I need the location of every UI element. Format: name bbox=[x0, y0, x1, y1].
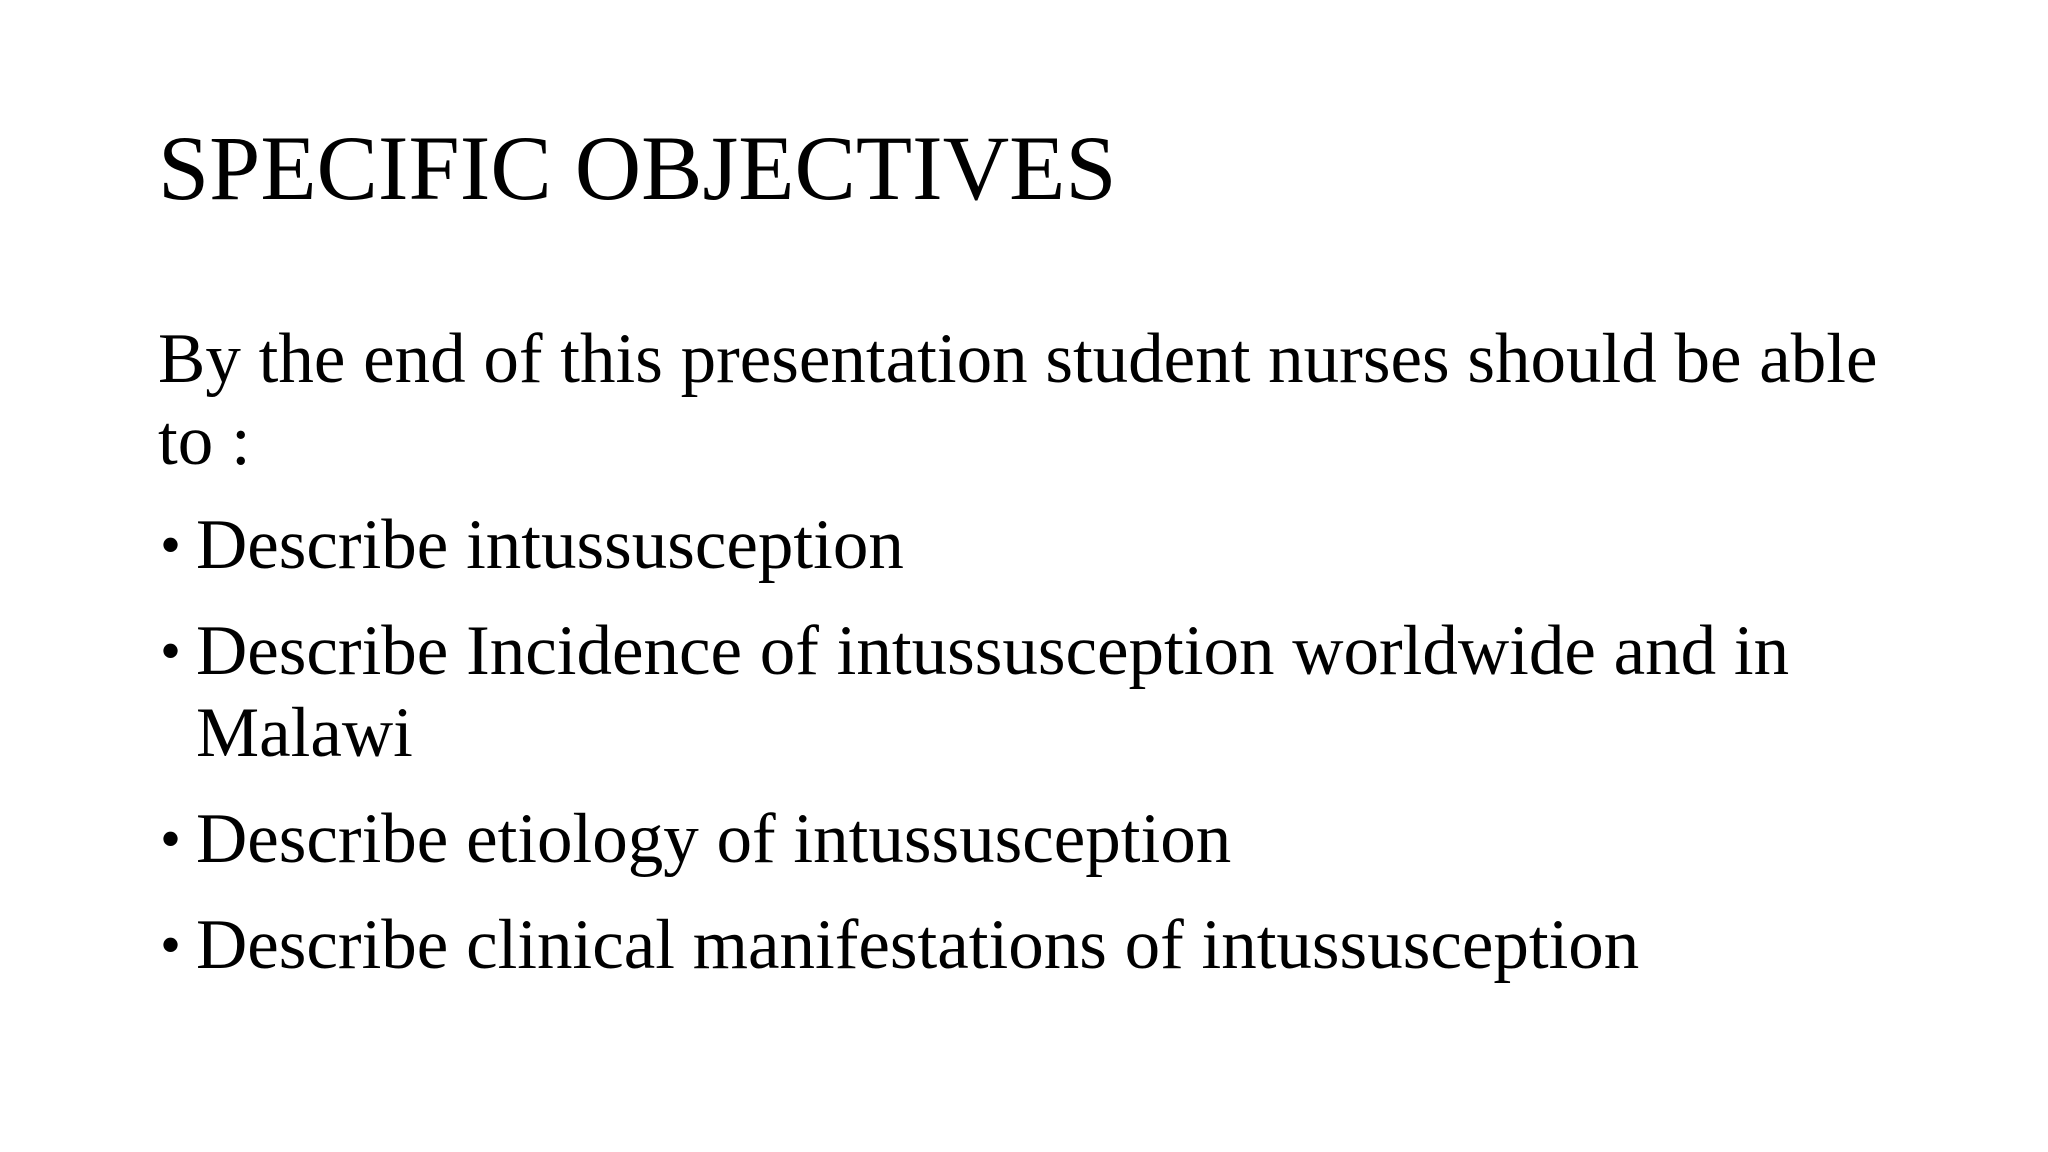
objective-text: Describe clinical manifestations of intussusception bbox=[196, 906, 1640, 984]
bullet-icon: • bbox=[160, 912, 182, 978]
slide-body bbox=[158, 318, 1898, 1010]
objective-item bbox=[158, 504, 1898, 586]
objective-text: Describe etiology of intussusception bbox=[196, 800, 1232, 878]
bullet-icon: • bbox=[160, 618, 182, 684]
objective-item bbox=[158, 798, 1898, 880]
objective-text: Describe intussusception bbox=[196, 506, 904, 584]
slide-title: SPECIFIC OBJECTIVES bbox=[158, 117, 1117, 219]
objective-text: Describe Incidence of intussusception worldwide and in Malawi bbox=[196, 612, 1790, 772]
objective-item bbox=[158, 904, 1898, 986]
intro-text: By the end of this presentation student nurses should be able to : bbox=[158, 320, 1878, 480]
objective-item bbox=[158, 610, 1898, 774]
bullet-icon: • bbox=[160, 512, 182, 578]
objectives-list bbox=[158, 504, 1898, 986]
bullet-icon: • bbox=[160, 806, 182, 872]
